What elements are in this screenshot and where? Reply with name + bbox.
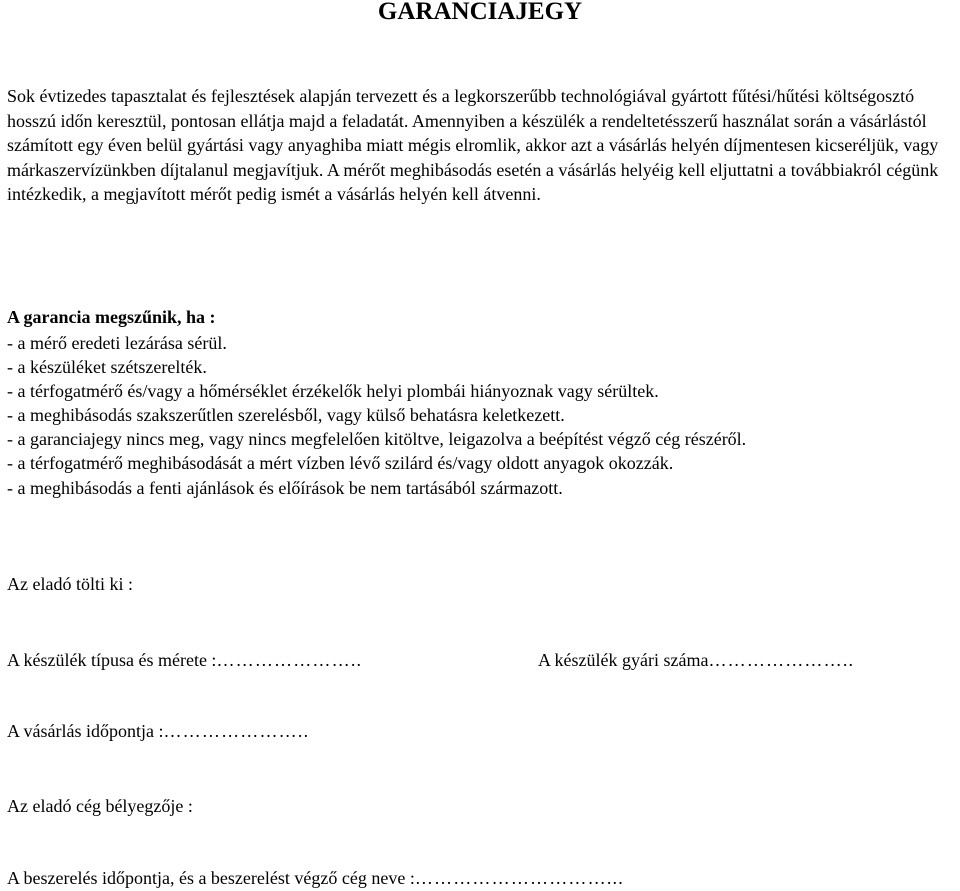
- warranty-void-conditions: [7, 331, 957, 500]
- condition-item: - a térfogatmérő meghibásodását a mért vízben lévő szilárd és/vagy oldott anyagok okozzák.: [7, 453, 674, 474]
- document-title: GARANCIAJEGY: [377, 0, 583, 25]
- serial-number-field: [538, 648, 854, 672]
- serial-number-label: A készülék gyári száma: [538, 650, 709, 670]
- device-type-label: A készülék típusa és mérete :: [7, 650, 217, 670]
- purchase-date-label: A vásárlás időpontja :: [7, 721, 164, 741]
- intro-paragraph: Sok évtizedes tapasztalat és fejlesztések alapján tervezett és a legkorszerűbb technológiával gyártott fűtési/hűtési költségosztó hosszú időn keresztül, pontosan ellátja majd a feladatát. Amennyiben a készülék a rendeltetésszerű használat során a vásárlástól számított egy éven belül gyártási vagy anyaghiba miatt mégis elromlik, akkor azt a vásárlás helyén díjmentesen kicseréljük, vagy márkaszervízünkben díjtalanul megjavítjuk. A mérőt meghibásodás esetén a vásárlás helyéig kell eljuttatni a továbbiakról cégünk intézkedik, a megjavított mérőt pedig ismét a vásárlás helyén kell átvenni.: [7, 86, 939, 205]
- device-type-value: …………………..: [216, 650, 363, 670]
- purchase-date-value: …………………..: [163, 721, 310, 741]
- condition-item: - a meghibásodás szakszerűtlen szerelésből, vagy külső behatásra keletkezett.: [7, 405, 565, 426]
- serial-number-value: …………………..: [708, 650, 855, 670]
- condition-item: - a meghibásodás a fenti ajánlások és előírások be nem tartásából származott.: [7, 477, 563, 498]
- installation-label: A beszerelés időpontja, és a beszerelést végző cég neve :: [7, 868, 415, 888]
- installation-value: …………………………...: [414, 868, 624, 888]
- installation-field: [7, 866, 624, 890]
- seller-fills-label: Az eladó tölti ki :: [7, 574, 133, 594]
- purchase-date-field: [7, 719, 309, 743]
- device-type-field: [7, 648, 362, 672]
- condition-item: - a térfogatmérő és/vagy a hőmérséklet érzékelők helyi plombái hiányoznak vagy sérültek.: [7, 381, 659, 402]
- condition-item: - a garanciajegy nincs meg, vagy nincs megfelelően kitöltve, leigazolva a beépítést végző cég részéről.: [7, 429, 747, 450]
- condition-item: - a készüléket szétszerelték.: [7, 357, 207, 378]
- warranty-void-heading: A garancia megszűnik, ha :: [7, 307, 216, 327]
- condition-item: - a mérő eredeti lezárása sérül.: [7, 333, 227, 353]
- seller-stamp-label: Az eladó cég bélyegzője :: [7, 796, 193, 816]
